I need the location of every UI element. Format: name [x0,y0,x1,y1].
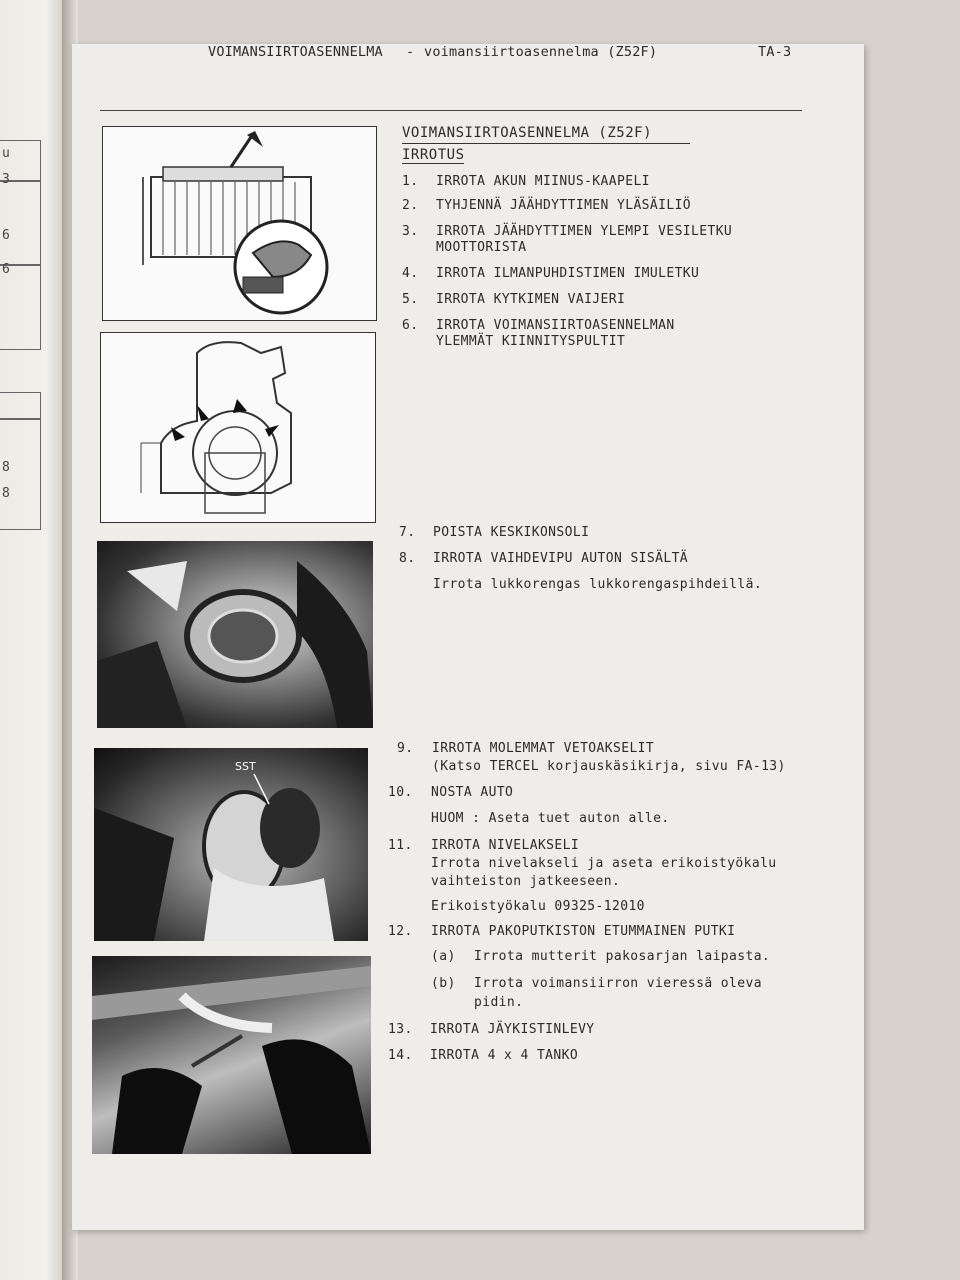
photo-exhaust-pipe [92,956,371,1154]
step-text: IRROTA NIVELAKSELI [431,838,580,853]
step-text: IRROTA JÄYKISTINLEVY [430,1022,595,1037]
step-number: 2. [402,198,419,213]
step-number: 9. [397,741,414,756]
step-number: 8. [399,551,416,566]
step-text: IRROTA 4 x 4 TANKO [430,1048,579,1063]
sst-label: SST [235,760,256,773]
step-text: Irrota nivelakseli ja aseta erikoistyökalu [431,856,777,871]
step-text: vaihteiston jatkeeseen. [431,874,621,889]
photo-propeller-shaft [94,748,368,941]
header-rule [100,110,802,111]
step-text: IRROTA JÄÄHDYTTIMEN YLEMPI VESILETKU [436,224,733,239]
step-text: IRROTA AKUN MIINUS-KAAPELI [436,174,650,189]
radiator-drain-illustration [103,127,375,319]
step-number: 5. [402,292,419,307]
photo-gear-lever [97,541,373,728]
step-number: 1. [402,174,419,189]
header-subsection: voimansiirtoasennelma (Z52F) [424,44,658,60]
left-table-cell [0,180,41,266]
left-table-text: 8 [2,460,10,475]
step-number: 13. [388,1022,413,1037]
step-text: NOSTA AUTO [431,785,514,800]
left-table-text: 6 [2,262,10,277]
left-table-text: u [2,146,10,161]
sub-item-text: pidin. [474,995,524,1010]
left-facing-page [0,0,66,1280]
left-table-text: 3 [2,172,10,187]
left-table-text: 6 [2,228,10,243]
step-text: IRROTA VOIMANSIIRTOASENNELMAN [436,318,675,333]
header-section: VOIMANSIIRTOASENNELMA [208,44,383,60]
figure-radiator-drain [102,126,377,321]
step-number: 3. [402,224,419,239]
step-text: MOOTTORISTA [436,240,527,255]
figure-transmission-bolts [100,332,376,523]
exhaust-pipe-photo-shapes [92,956,371,1154]
step-text: IRROTA PAKOPUTKISTON ETUMMAINEN PUTKI [431,924,736,939]
section-title: VOIMANSIIRTOASENNELMA (Z52F) [402,125,653,141]
left-table-text: 8 [2,486,10,501]
step-text: IRROTA VAIHDEVIPU AUTON SISÄLTÄ [433,551,689,566]
sub-item-label: (a) [431,949,456,964]
step-number: 10. [388,785,413,800]
step-number: 11. [388,838,413,853]
step-text: TYHJENNÄ JÄÄHDYTTIMEN YLÄSÄILIÖ [436,198,692,213]
step-detail: Irrota lukkorengas lukkorengaspihdeillä. [433,577,763,592]
propeller-shaft-photo-shapes [94,748,368,941]
left-table-cell [0,392,41,420]
step-text: IRROTA MOLEMMAT VETOAKSELIT [432,741,655,756]
header-separator: - [406,44,415,60]
step-number: 6. [402,318,419,333]
step-number: 7. [399,525,416,540]
sub-item-text: Irrota voimansiirron vieressä oleva [474,976,762,991]
step-detail: Erikoistyökalu 09325-12010 [431,899,645,914]
sub-item-label: (b) [431,976,456,991]
step-detail: HUOM : Aseta tuet auton alle. [431,811,670,826]
section-subtitle: IRROTUS [402,147,465,163]
subtitle-underline [402,163,464,164]
step-text: POISTA KESKIKONSOLI [433,525,590,540]
gear-lever-photo-shapes [97,541,373,728]
step-text: IRROTA ILMANPUHDISTIMEN IMULETKU [436,266,700,281]
step-number: 14. [388,1048,413,1063]
step-text: IRROTA KYTKIMEN VAIJERI [436,292,626,307]
step-number: 4. [402,266,419,281]
sub-item-text: Irrota mutterit pakosarjan laipasta. [474,949,771,964]
transmission-bolts-illustration [101,333,374,521]
step-number: 12. [388,924,413,939]
page-code: TA-3 [758,44,792,60]
step-text: YLEMMÄT KIINNITYSPULTIT [436,334,626,349]
title-underline [402,143,690,144]
step-text: (Katso TERCEL korjauskäsikirja, sivu FA-13) [432,759,786,774]
